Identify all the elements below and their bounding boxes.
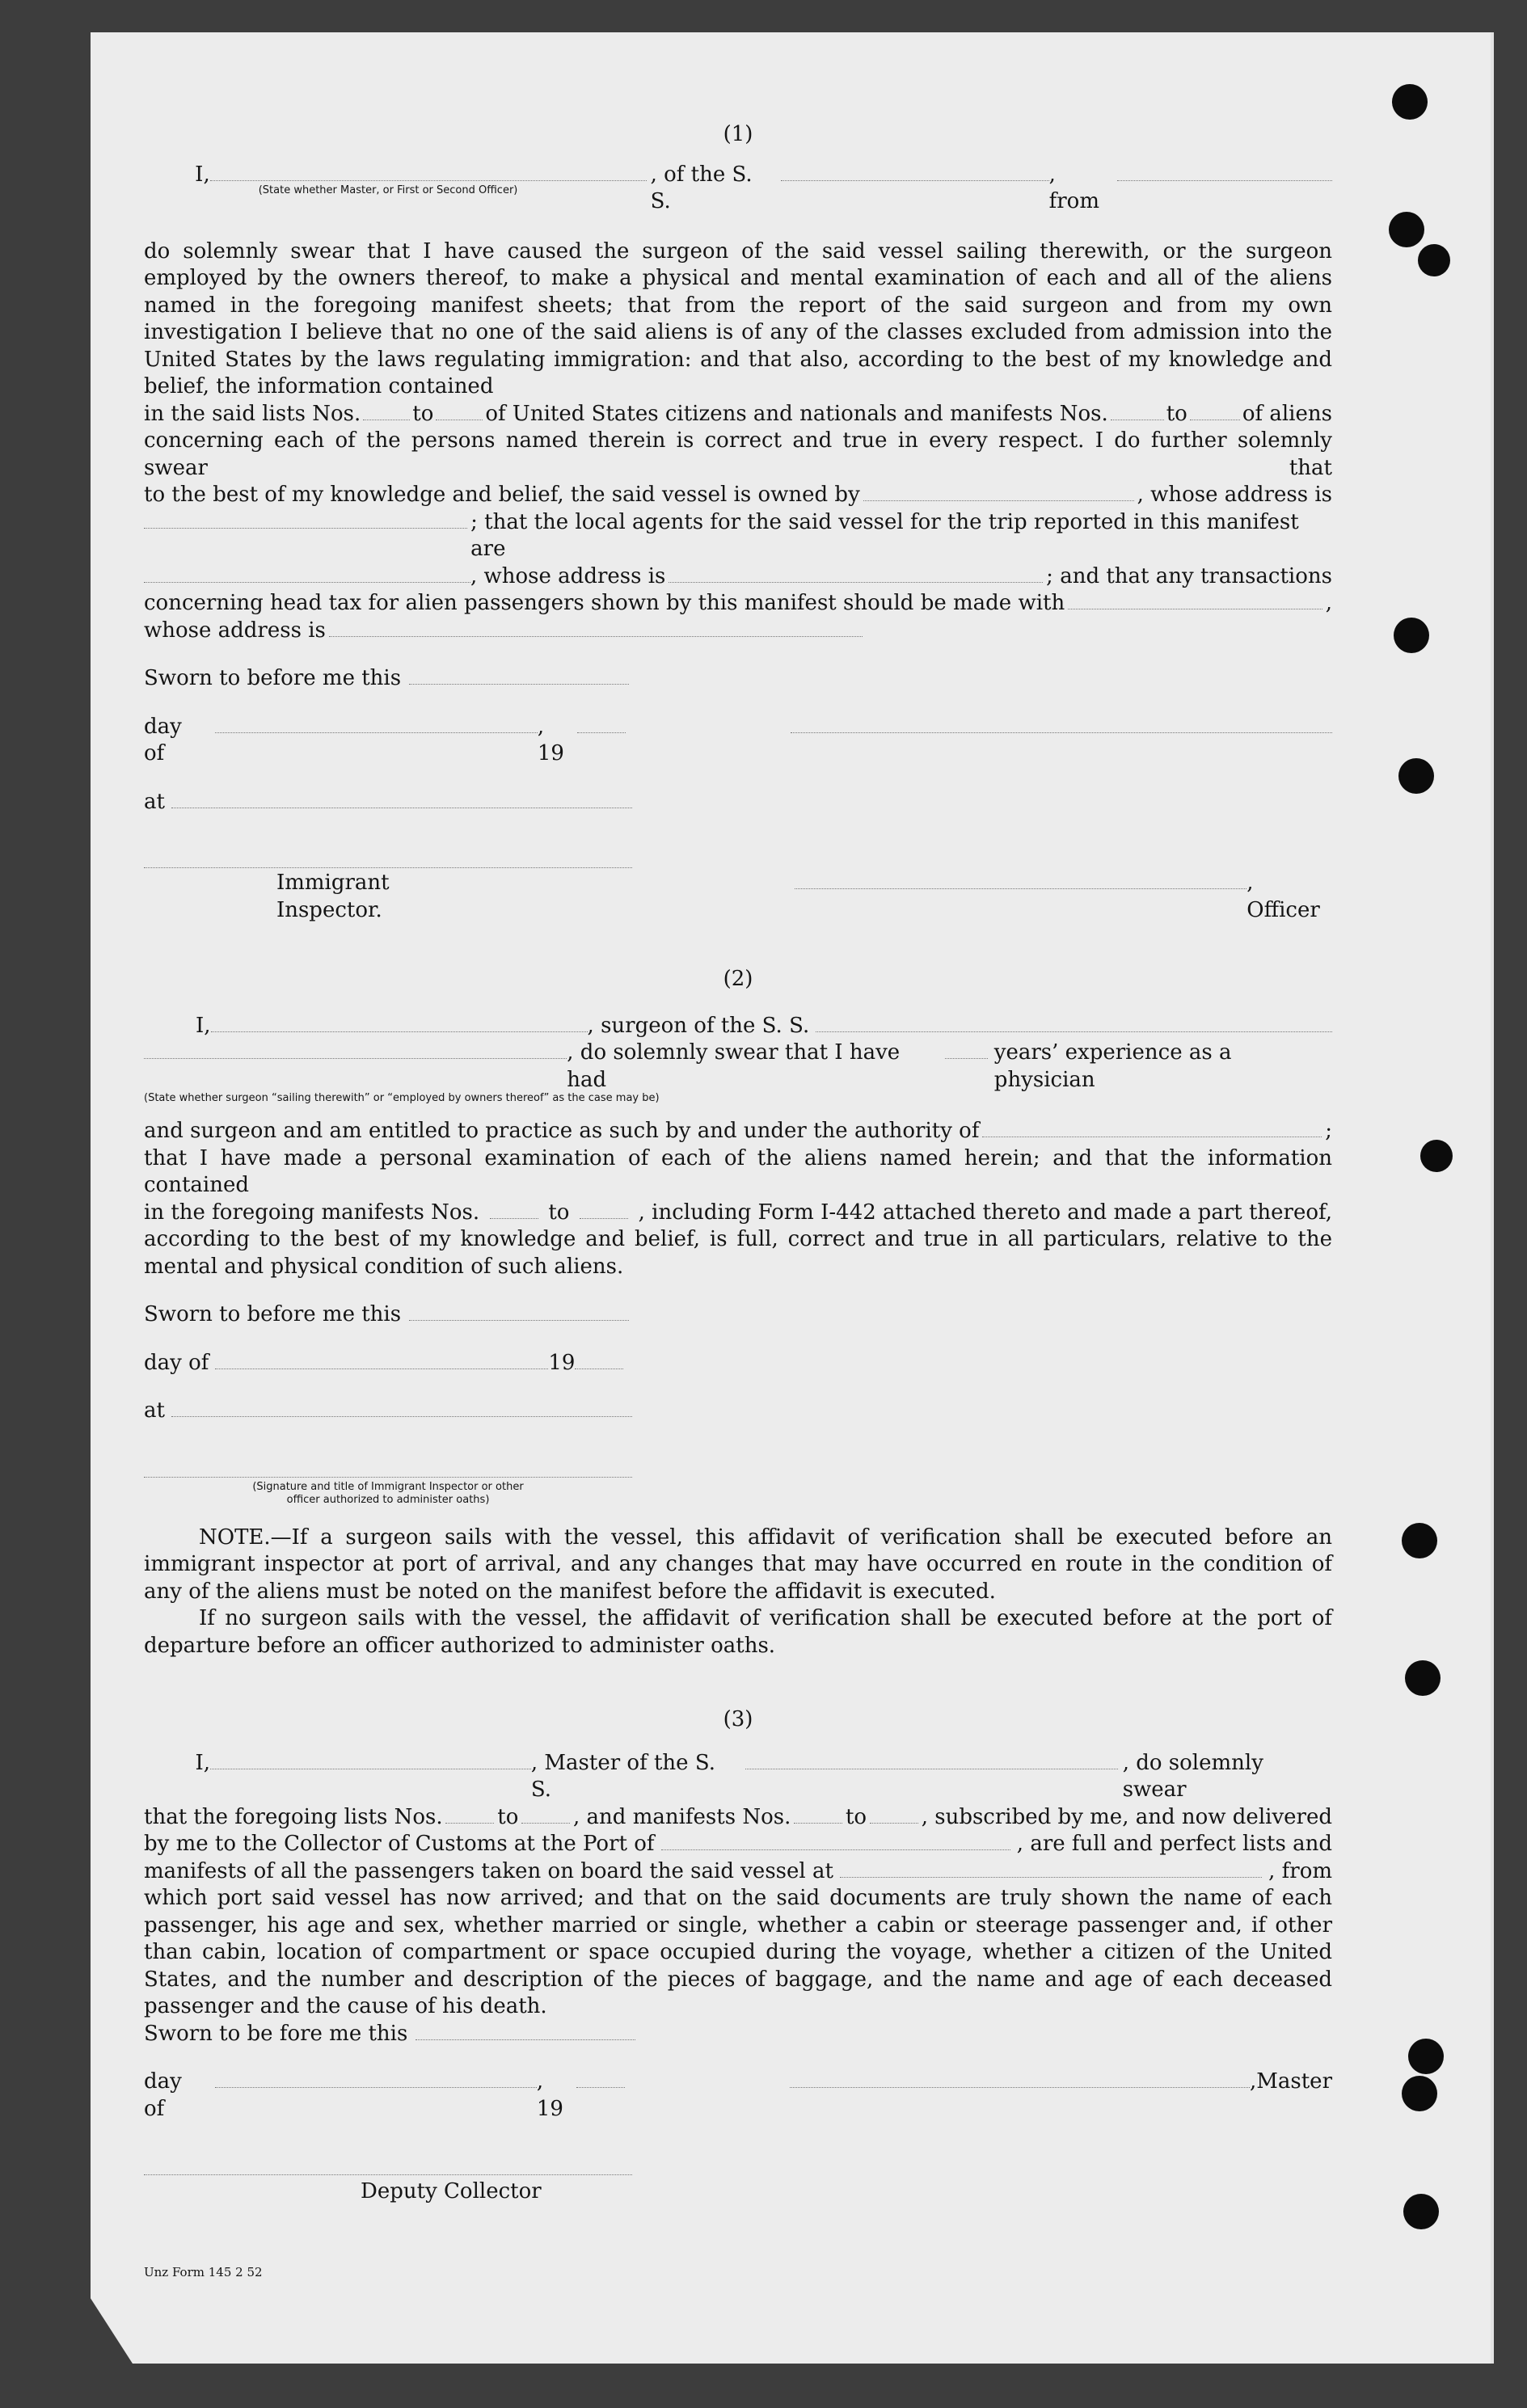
page-edge: [1491, 32, 1494, 2364]
master-line: I, (State whether Master, or First or Second Officer) , of the S. S. , from: [144, 162, 1332, 216]
surgeon-status-field[interactable]: [144, 1040, 567, 1059]
vessel-name-field[interactable]: [781, 162, 1049, 181]
month-field[interactable]: [215, 715, 538, 733]
port-field[interactable]: [661, 1832, 1010, 1850]
examination-text: that I have made a personal examination of each of the aliens named herein; and that the information contained: [144, 1145, 1332, 1197]
deputy-line: Deputy Collector: [361, 2179, 542, 2203]
place-field[interactable]: [171, 790, 632, 808]
whose-address-line: whose address is: [144, 618, 1332, 645]
form-number: Unz Form 145 2 52: [144, 2264, 263, 2279]
departure-port-field[interactable]: [840, 1859, 1262, 1878]
surgeon-name-field[interactable]: [211, 1014, 588, 1032]
authority-field[interactable]: [982, 1119, 1322, 1137]
year-field[interactable]: [577, 715, 626, 733]
sworn-date-field[interactable]: [409, 666, 629, 685]
experience-line: , do solemnly swear that I have had years’ experience as a physician: [144, 1040, 1332, 1094]
headtax-line: concerning head tax for alien passengers shown by this manifest should be made with ,: [144, 591, 1332, 615]
lists-to-field[interactable]: [521, 1805, 570, 1824]
surgeon-note: (State whether surgeon “sailing therewith” or “employed by owners thereof” as the case may be): [144, 1092, 660, 1104]
section1-body-b: concerning each of the persons named therein is correct and true in every respect. I do further solemnly swear that: [144, 428, 1332, 480]
collector-line: by me to the Collector of Customs at the Port of , are full and perfect lists and: [144, 1832, 1332, 1856]
punch-hole: [1420, 1140, 1453, 1172]
surgeon-vessel-field[interactable]: [816, 1014, 1332, 1032]
years-field[interactable]: [945, 1040, 988, 1059]
section-number: (1): [723, 122, 753, 146]
month-field[interactable]: [215, 1351, 548, 1369]
manifests-line: manifests of all the passengers taken on board the said vessel at , from: [144, 1858, 1332, 1883]
master-line: I, , Master of the S. S. , do solemnly swear: [195, 1750, 1263, 1802]
lists-from-field[interactable]: [363, 402, 410, 420]
punch-hole: [1403, 2194, 1439, 2229]
punch-hole: [1392, 84, 1428, 120]
inspector-signature-line[interactable]: [144, 848, 632, 868]
punch-hole: [1408, 2039, 1444, 2074]
manifests-to-field[interactable]: [870, 1805, 918, 1824]
signature-note: (Signature and title of Immigrant Inspector or other officer authorized to administer oaths): [252, 1480, 524, 1506]
lists-from-field[interactable]: [445, 1805, 494, 1824]
agents-address-field[interactable]: [669, 564, 1043, 583]
punch-hole: [1394, 618, 1429, 653]
punch-hole: [1402, 2076, 1437, 2111]
sworn-line: Sworn to be fore me this: [144, 2021, 1332, 2048]
lists-to-field[interactable]: [436, 402, 483, 420]
month-field[interactable]: [215, 2069, 537, 2088]
lists-line: that the foregoing lists Nos. to , and manifests Nos. to , subscribed by me, and now delivered: [144, 1804, 1332, 1829]
master-name-field[interactable]: [210, 1751, 531, 1769]
note-2: If no surgeon sails with the vessel, the affidavit of verification shall be executed before at the port of departure before an officer authorized to administer oaths.: [144, 1606, 1332, 1658]
punch-hole: [1389, 212, 1424, 247]
at-line: at: [144, 1398, 1332, 1425]
section2-body: according to the best of my knowledge and belief, is full, correct and true in all particulars, relative to the mental and physical condition of such aliens.: [144, 1227, 1332, 1279]
master-vessel-field[interactable]: [745, 1751, 1117, 1769]
section-number: (3): [723, 1707, 753, 1731]
day-line: day of 19: [144, 1350, 1332, 1377]
manifests-to-field[interactable]: [580, 1200, 628, 1219]
year-field[interactable]: [576, 2069, 625, 2088]
form-content: [144, 121, 1332, 2286]
place-field[interactable]: [171, 1398, 632, 1417]
day-line: day of , 19: [144, 714, 1332, 768]
manifests-to-field[interactable]: [1190, 402, 1240, 420]
owner-address-field[interactable]: [144, 510, 467, 529]
officer-signature-line[interactable]: [791, 715, 1332, 733]
collector-signature-line[interactable]: [144, 2155, 632, 2175]
manifests-from-field[interactable]: [794, 1805, 842, 1824]
sworn-line: Sworn to before me this: [144, 1301, 1332, 1329]
punch-hole: [1402, 1523, 1437, 1558]
note-1: NOTE.—If a surgeon sails with the vessel, this affidavit of verification shall be executed before an immigrant inspector at port of arrival, and any changes that may have occurred en route in the condition of any of the aliens must be noted on the manifest before the affidavit is executed.: [144, 1525, 1332, 1604]
headtax-address-field[interactable]: [329, 618, 863, 637]
at-line: at: [144, 789, 1332, 816]
master-signature-line[interactable]: [790, 2069, 1250, 2088]
inspector-signature-line[interactable]: [144, 1457, 632, 1478]
sworn-line: Sworn to before me this: [144, 665, 1332, 693]
day-line: day of , 19 ,Master: [144, 2069, 1332, 2121]
punch-hole: [1418, 244, 1450, 276]
punch-hole: [1405, 1660, 1441, 1696]
inspector-line: Immigrant Inspector. , Officer: [276, 871, 1320, 922]
from-port-field[interactable]: [1117, 162, 1333, 181]
section1-body: do solemnly swear that I have caused the surgeon of the said vessel sailing therewith, or the surgeon employed by the owners thereof, to make a physical and mental examination of each and all of the aliens named in the foregoing manifest sheets; that from the report of the said surgeon and from my own investigation I believe that no one of the said aliens is of any of the classes excluded from admission into the United States by the laws regulating immigration: and that also, according to the best of my knowledge and belief, the information contained: [144, 238, 1332, 399]
agents-address-line: , whose address is ; and that any transactions: [144, 563, 1332, 591]
agents-line: ; that the local agents for the said vessel for the trip reported in this manifest are: [144, 509, 1332, 563]
lists-line: in the said lists Nos. to of United States citizens and nationals and manifests Nos. to of aliens: [144, 401, 1332, 426]
owner-field[interactable]: [863, 483, 1134, 501]
officer-note: (State whether Master, or First or Second Officer): [258, 183, 518, 196]
officer-signature-field[interactable]: [795, 871, 1246, 889]
headtax-field[interactable]: [1068, 591, 1322, 609]
sworn-date-field[interactable]: [409, 1302, 629, 1321]
section3-body: which port said vessel has now arrived; and that on the said documents are truly shown the name of each passenger, his age and sex, whether married or single, whether a cabin or steerage passenger and, if other than cabin, location of compartment or space occupied during the voyage, whether a citizen of the United States, and the number and description of the pieces of baggage, and the name and age of each deceased passenger and the cause of his death.: [144, 1886, 1332, 2018]
manifests-from-field[interactable]: [490, 1200, 538, 1219]
officer-name-field[interactable]: [210, 162, 647, 181]
agents-field[interactable]: [144, 564, 470, 583]
section-number: (2): [723, 967, 753, 991]
punch-hole: [1398, 758, 1434, 794]
surgeon-line: I, , surgeon of the S. S.: [144, 1013, 1332, 1040]
year-field[interactable]: [575, 1351, 623, 1369]
manifests-line: in the foregoing manifests Nos. to , including Form I-442 attached thereto and made a part thereof,: [144, 1200, 1332, 1225]
manifests-from-field[interactable]: [1111, 402, 1164, 420]
authority-line: and surgeon and am entitled to practice as such by and under the authority of ;: [144, 1119, 1332, 1143]
owned-line: to the best of my knowledge and belief, the said vessel is owned by , whose address is: [144, 483, 1332, 507]
sworn-date-field[interactable]: [415, 2022, 635, 2040]
